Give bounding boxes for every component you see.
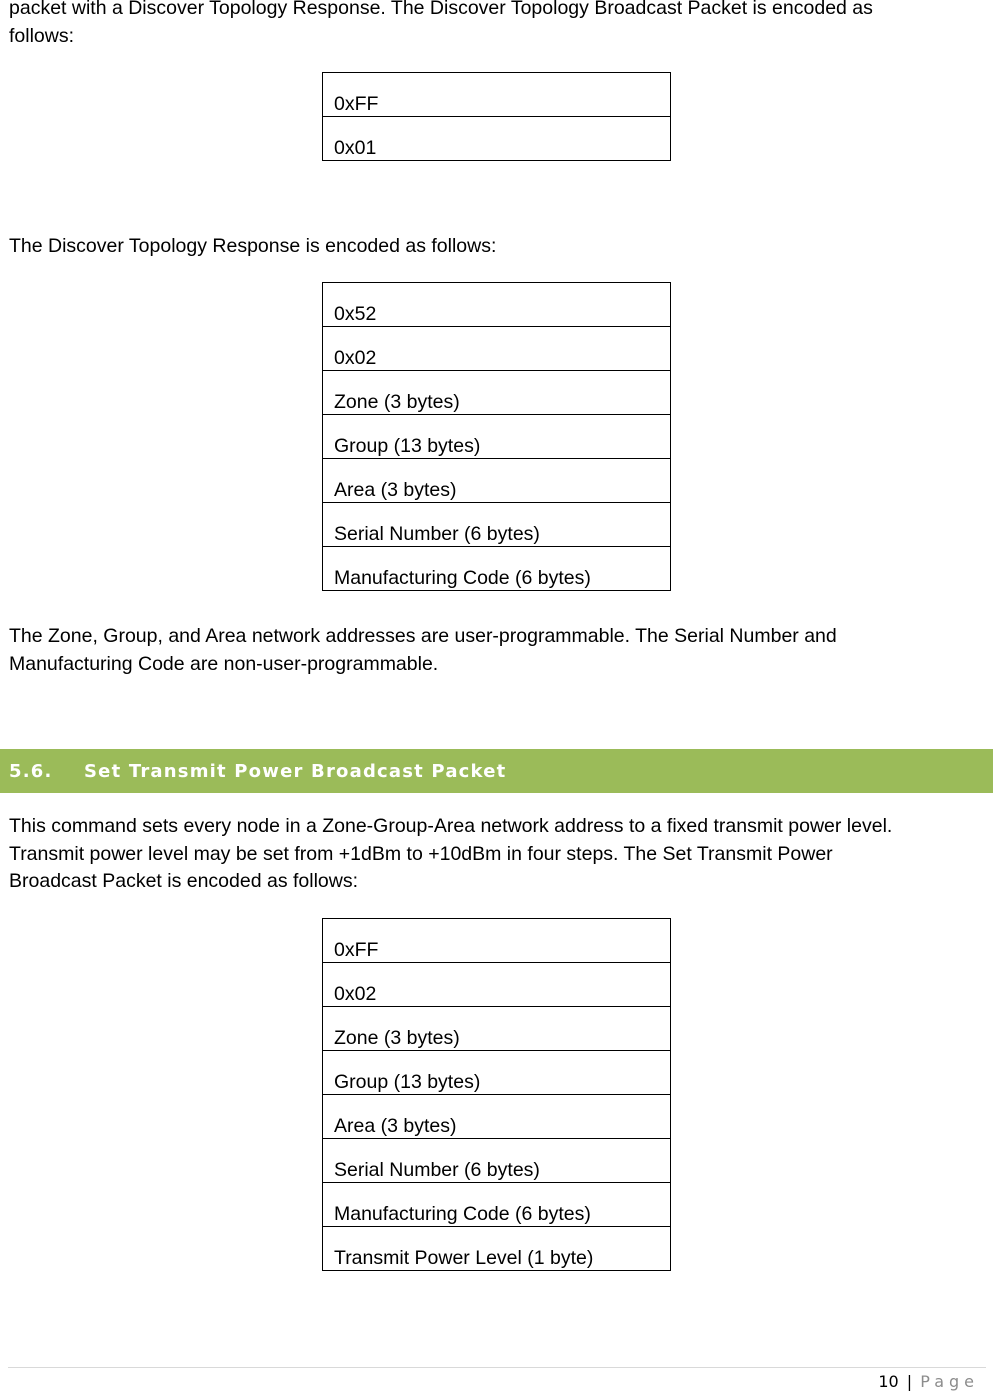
discover-response-packet-table xyxy=(322,282,671,591)
packet-field-cell xyxy=(323,1227,671,1271)
packet-field-label: Group (13 bytes) xyxy=(334,1071,481,1093)
table-row xyxy=(323,117,671,161)
address-paragraph-line: The Zone, Group, and Area network addresses are user-programmable. The Serial Number and xyxy=(9,625,837,647)
transmit-paragraph xyxy=(9,813,984,896)
page-number: 10 xyxy=(878,1372,899,1391)
packet-field-label: Manufacturing Code (6 bytes) xyxy=(334,1203,591,1225)
packet-byte-cell xyxy=(323,283,671,327)
table-row xyxy=(323,1139,671,1183)
packet-field-cell xyxy=(323,1139,671,1183)
packet-field-label: Zone (3 bytes) xyxy=(334,391,460,413)
table-row xyxy=(323,283,671,327)
packet-field-cell xyxy=(323,371,671,415)
table-row xyxy=(323,503,671,547)
packet-byte-cell xyxy=(323,73,671,117)
packet-field-label: Serial Number (6 bytes) xyxy=(334,523,540,545)
table-row xyxy=(323,327,671,371)
table-row xyxy=(323,1095,671,1139)
packet-byte-cell xyxy=(323,327,671,371)
packet-field-cell xyxy=(323,1183,671,1227)
table-row xyxy=(323,371,671,415)
packet-field-cell xyxy=(323,1095,671,1139)
page-separator: | xyxy=(906,1372,913,1391)
packet-field-label: Transmit Power Level (1 byte) xyxy=(334,1247,594,1269)
packet-field-label: Group (13 bytes) xyxy=(334,435,481,457)
table-row xyxy=(323,963,671,1007)
address-paragraph-line: Manufacturing Code are non-user-programmable. xyxy=(9,652,439,675)
footer-divider xyxy=(8,1367,986,1368)
page-word: Page xyxy=(920,1372,979,1391)
packet-byte-cell xyxy=(323,963,671,1007)
packet-byte-cell xyxy=(323,117,671,161)
packet-byte-label: 0xFF xyxy=(334,93,379,115)
transmit-paragraph-line: Broadcast Packet is encoded as follows: xyxy=(9,870,359,892)
table-row xyxy=(323,1183,671,1227)
packet-field-cell xyxy=(323,1007,671,1051)
packet-byte-label: 0x01 xyxy=(334,137,377,159)
packet-field-label: Zone (3 bytes) xyxy=(334,1027,460,1049)
table-row xyxy=(323,415,671,459)
packet-byte-cell xyxy=(323,919,671,963)
packet-field-cell xyxy=(323,415,671,459)
packet-byte-label: 0x02 xyxy=(334,983,377,1005)
intro-paragraph-line: follows: xyxy=(9,24,75,47)
packet-field-label: Area (3 bytes) xyxy=(334,479,457,501)
section-number: 5.6. xyxy=(9,760,53,782)
intro-paragraph xyxy=(9,0,984,50)
response-intro-line: The Discover Topology Response is encoded as follows: xyxy=(9,235,497,257)
page-footer xyxy=(878,1372,979,1391)
packet-field-cell xyxy=(323,1051,671,1095)
section-title: Set Transmit Power Broadcast Packet xyxy=(84,760,507,782)
packet-field-cell xyxy=(323,503,671,547)
transmit-power-packet-table xyxy=(322,918,671,1271)
address-paragraph xyxy=(9,623,984,678)
transmit-paragraph-line: Transmit power level may be set from +1dBm to +10dBm in four steps. The Set Transmit Power xyxy=(9,842,833,865)
section-heading xyxy=(0,749,993,793)
packet-field-cell xyxy=(323,459,671,503)
table-row xyxy=(323,1227,671,1271)
packet-field-label: Serial Number (6 bytes) xyxy=(334,1159,540,1181)
discover-broadcast-packet-table xyxy=(322,72,671,161)
packet-field-label: Area (3 bytes) xyxy=(334,1115,457,1137)
table-row xyxy=(323,459,671,503)
transmit-paragraph-line: This command sets every node in a Zone-Group-Area network address to a fixed transmit power level. xyxy=(9,815,893,837)
table-row xyxy=(323,73,671,117)
packet-field-cell xyxy=(323,547,671,591)
packet-byte-label: 0x02 xyxy=(334,347,377,369)
table-row xyxy=(323,919,671,963)
table-row xyxy=(323,1051,671,1095)
packet-field-label: Manufacturing Code (6 bytes) xyxy=(334,567,591,589)
intro-paragraph-line: packet with a Discover Topology Response. The Discover Topology Broadcast Packet is encoded as xyxy=(9,0,873,19)
packet-byte-label: 0x52 xyxy=(334,303,377,325)
packet-byte-label: 0xFF xyxy=(334,939,379,961)
table-row xyxy=(323,1007,671,1051)
table-row xyxy=(323,547,671,591)
response-intro-paragraph xyxy=(9,233,984,261)
